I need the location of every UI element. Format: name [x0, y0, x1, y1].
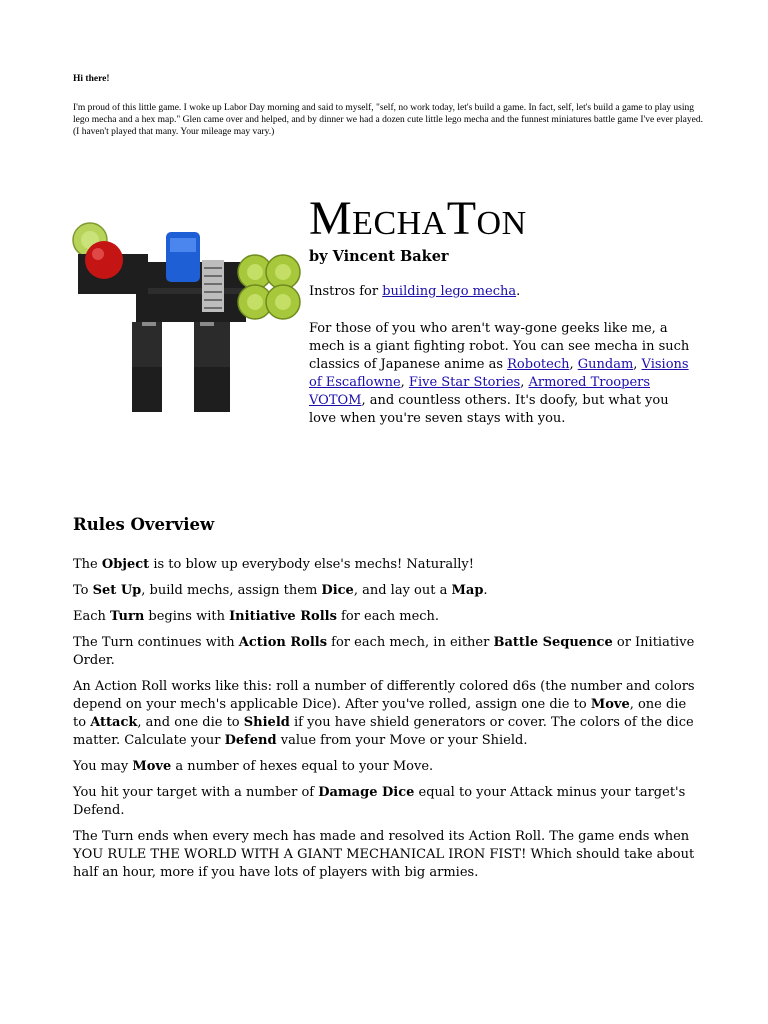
- building-lego-mecha-link[interactable]: building lego mecha: [382, 284, 517, 299]
- rule-keyword: Map: [451, 583, 484, 598]
- rule-text: value from your Move or your Shield.: [276, 733, 528, 748]
- five-star-stories-link[interactable]: Five Star Stories: [408, 375, 521, 390]
- rule-turn: [73, 608, 703, 626]
- rule-object: [73, 556, 703, 574]
- rule-text: To: [73, 583, 93, 598]
- rule-keyword: Defend: [224, 733, 277, 748]
- rule-end: [73, 828, 703, 882]
- rules-overview-heading: Rules Overview: [73, 515, 215, 534]
- rule-text: , build mechs, assign them: [141, 583, 322, 598]
- mech-blurb-text-1: For those of you who aren't way-gone geeks like me, a mech is a giant fighting robot. You can see mecha in such classics of Japanese anime as: [309, 321, 690, 372]
- rule-text: equal to your Attack minus your target's Defend.: [73, 785, 686, 818]
- rule-text: , one die to: [73, 697, 687, 730]
- rule-text: An Action Roll works like this: roll a number of differently colored d6s (the number and colors depend on your mech's applicable Dice). After you've rolled, assign one die to: [73, 679, 695, 712]
- rule-keyword: Object: [101, 557, 150, 572]
- rules-list: [73, 556, 703, 890]
- rule-set-up: [73, 582, 703, 600]
- rule-keyword: Move: [132, 759, 172, 774]
- rule-text: a number of hexes equal to your Move.: [171, 759, 434, 774]
- rule-keyword: Initiative Rolls: [229, 609, 337, 624]
- rule-text: , and lay out a: [353, 583, 452, 598]
- robotech-link[interactable]: Robotech: [507, 357, 570, 372]
- rule-damage: [73, 784, 703, 820]
- intro-paragraph: I'm proud of this little game. I woke up Labor Day morning and said to myself, "self, no work today, let's build a game. In fact, self, let's build a game to play using lego mecha and a hex map." Glen came over and helped, and by dinner we had a dozen cute little lego mecha and the funnest miniatures battle game I've ever played. (I haven't played that many. Your mileage may vary.): [73, 103, 703, 137]
- rule-keyword: Battle Sequence: [493, 635, 613, 650]
- instros-suffix: .: [516, 284, 521, 299]
- rule-text: .: [483, 583, 488, 598]
- lego-mech-image: [70, 222, 310, 420]
- mech-description: [309, 320, 699, 428]
- rule-text: The: [73, 557, 102, 572]
- rule-text: , and one die to: [137, 715, 244, 730]
- rule-text: begins with: [144, 609, 230, 624]
- visions-of-escaflowne-link[interactable]: Visions of Escaflowne: [309, 357, 689, 390]
- rule-text: for each mech, in either: [327, 635, 494, 650]
- rule-text: You hit your target with a number of: [73, 785, 319, 800]
- rule-text: The Turn continues with: [73, 635, 239, 650]
- separator: ,: [520, 375, 529, 390]
- greeting-text: Hi there!: [73, 74, 110, 84]
- rule-text: is to blow up everybody else's mechs! Naturally!: [149, 557, 474, 572]
- rule-keyword: Turn: [110, 609, 145, 624]
- rule-keyword: Dice: [321, 583, 354, 598]
- rule-text: or Initiative Order.: [73, 635, 695, 668]
- rule-keyword: Damage Dice: [318, 785, 415, 800]
- instros-prefix: Instros for: [309, 284, 383, 299]
- armored-troopers-votom-link[interactable]: Armored Troopers VOTOM: [309, 375, 651, 408]
- rule-text: You may: [73, 759, 133, 774]
- rule-text: for each mech.: [336, 609, 440, 624]
- mech-blurb-text-2: , and countless others. It's doofy, but what you love when you're seven stays with you.: [309, 393, 669, 426]
- rule-text: The Turn ends when every mech has made and resolved its Action Roll. The game ends when YOU RULE THE WORLD WITH A GIANT MECHANICAL IRON FIST! Which should take about half an hour, more if you have lots of players with big armies.: [73, 829, 695, 880]
- rule-text: Each: [73, 609, 111, 624]
- rule-text: if you have shield generators or cover. The colors of the dice matter. Calculate your: [73, 715, 694, 748]
- separator: ,: [569, 357, 578, 372]
- instros-line: [309, 284, 520, 299]
- rule-keyword: Attack: [90, 715, 138, 730]
- rule-keyword: Shield: [243, 715, 290, 730]
- separator: ,: [633, 357, 642, 372]
- separator: ,: [400, 375, 409, 390]
- page-title: MechaTon: [309, 192, 527, 245]
- rule-action-roll-detail: [73, 678, 703, 750]
- author-byline: by Vincent Baker: [309, 248, 449, 265]
- rule-move: [73, 758, 703, 776]
- rule-action-rolls: [73, 634, 703, 670]
- rule-keyword: Action Rolls: [238, 635, 328, 650]
- gundam-link[interactable]: Gundam: [577, 357, 634, 372]
- rule-keyword: Set Up: [92, 583, 142, 598]
- rule-keyword: Move: [590, 697, 630, 712]
